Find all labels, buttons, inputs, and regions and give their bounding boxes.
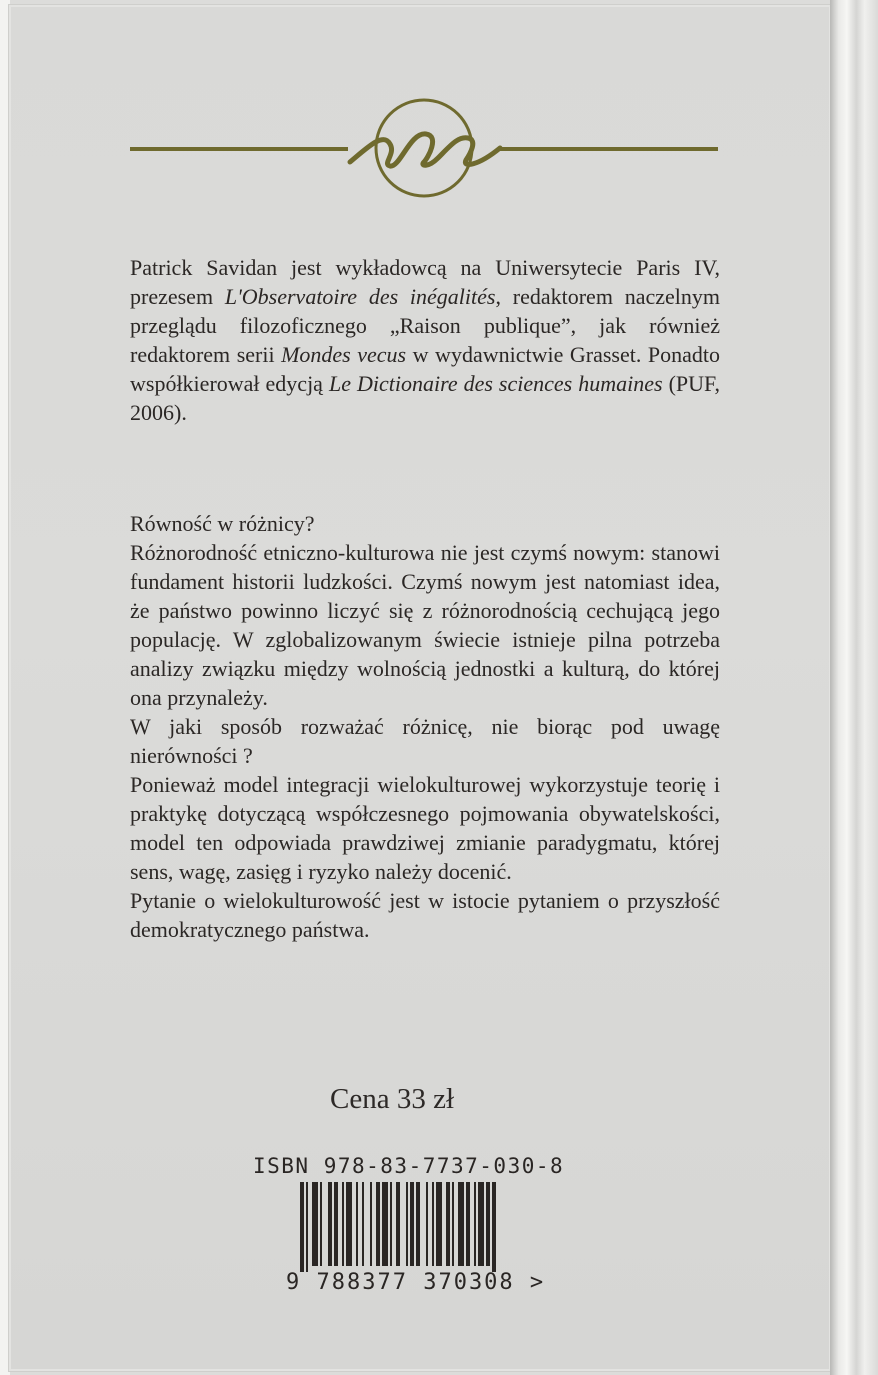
bio-middle2: w wydawnictwie Grasset. Ponadto współkierował edycją [130,342,720,396]
bio-middle: , redaktorem naczelnym przeglądu filozoficznego „Raison publique”, jak również redaktorem serii [130,284,720,367]
description-paragraph-1: Różnorodność etniczno-kulturowa nie jest czymś nowym: stanowi fundament historii ludzkości. Czymś nowym jest natomiast idea, że państwo powinno liczyć się z różnorodnością cechującą jego populację. W zglobalizowanym świecie istnieje pilna potrzeba analizy związku między wolnością jednostki a kulturą, do której ona przynależy. [130,540,720,710]
barcode-digits: 9 788377 370308 > [286,1270,546,1295]
description-paragraph-2: W jaki sposób rozważać różnicę, nie biorąc pod uwagę nierówności ? [130,714,720,768]
bio-organization: L'Observatoire des inégalités [224,284,496,309]
description-paragraph-3: Ponieważ model integracji wielokulturowej wykorzystuje teorię i praktykę dotyczącą współczesnego pojmowania obywatelskości, model ten odpowiada prawdziwej zmianie paradygmatu, której sens, wagę, zasięg i ryzyko należy docenić. [130,772,720,884]
description-paragraph-4: Pytanie o wielokulturowość jest w istocie pytaniem o przyszłość demokratycznego państwa. [130,888,720,942]
description-question: Równość w różnicy? [130,511,315,536]
bio-series: Mondes vecus [281,342,407,367]
spine-hinge [830,0,878,1375]
book-description [130,509,720,944]
bio-suffix: (PUF, 2006). [130,371,720,425]
isbn-barcode [300,1182,540,1272]
isbn-label: ISBN 978-83-7737-030-8 [253,1154,565,1178]
price-label: Cena 33 zł [330,1083,455,1115]
bio-prefix: Patrick Savidan jest wykładowcą na Uniwersytecie Paris IV, prezesem [130,255,720,309]
bio-book-title: Le Dictionaire des sciences humaines [328,371,663,396]
author-bio [130,253,720,427]
publisher-logo-icon [128,92,720,202]
